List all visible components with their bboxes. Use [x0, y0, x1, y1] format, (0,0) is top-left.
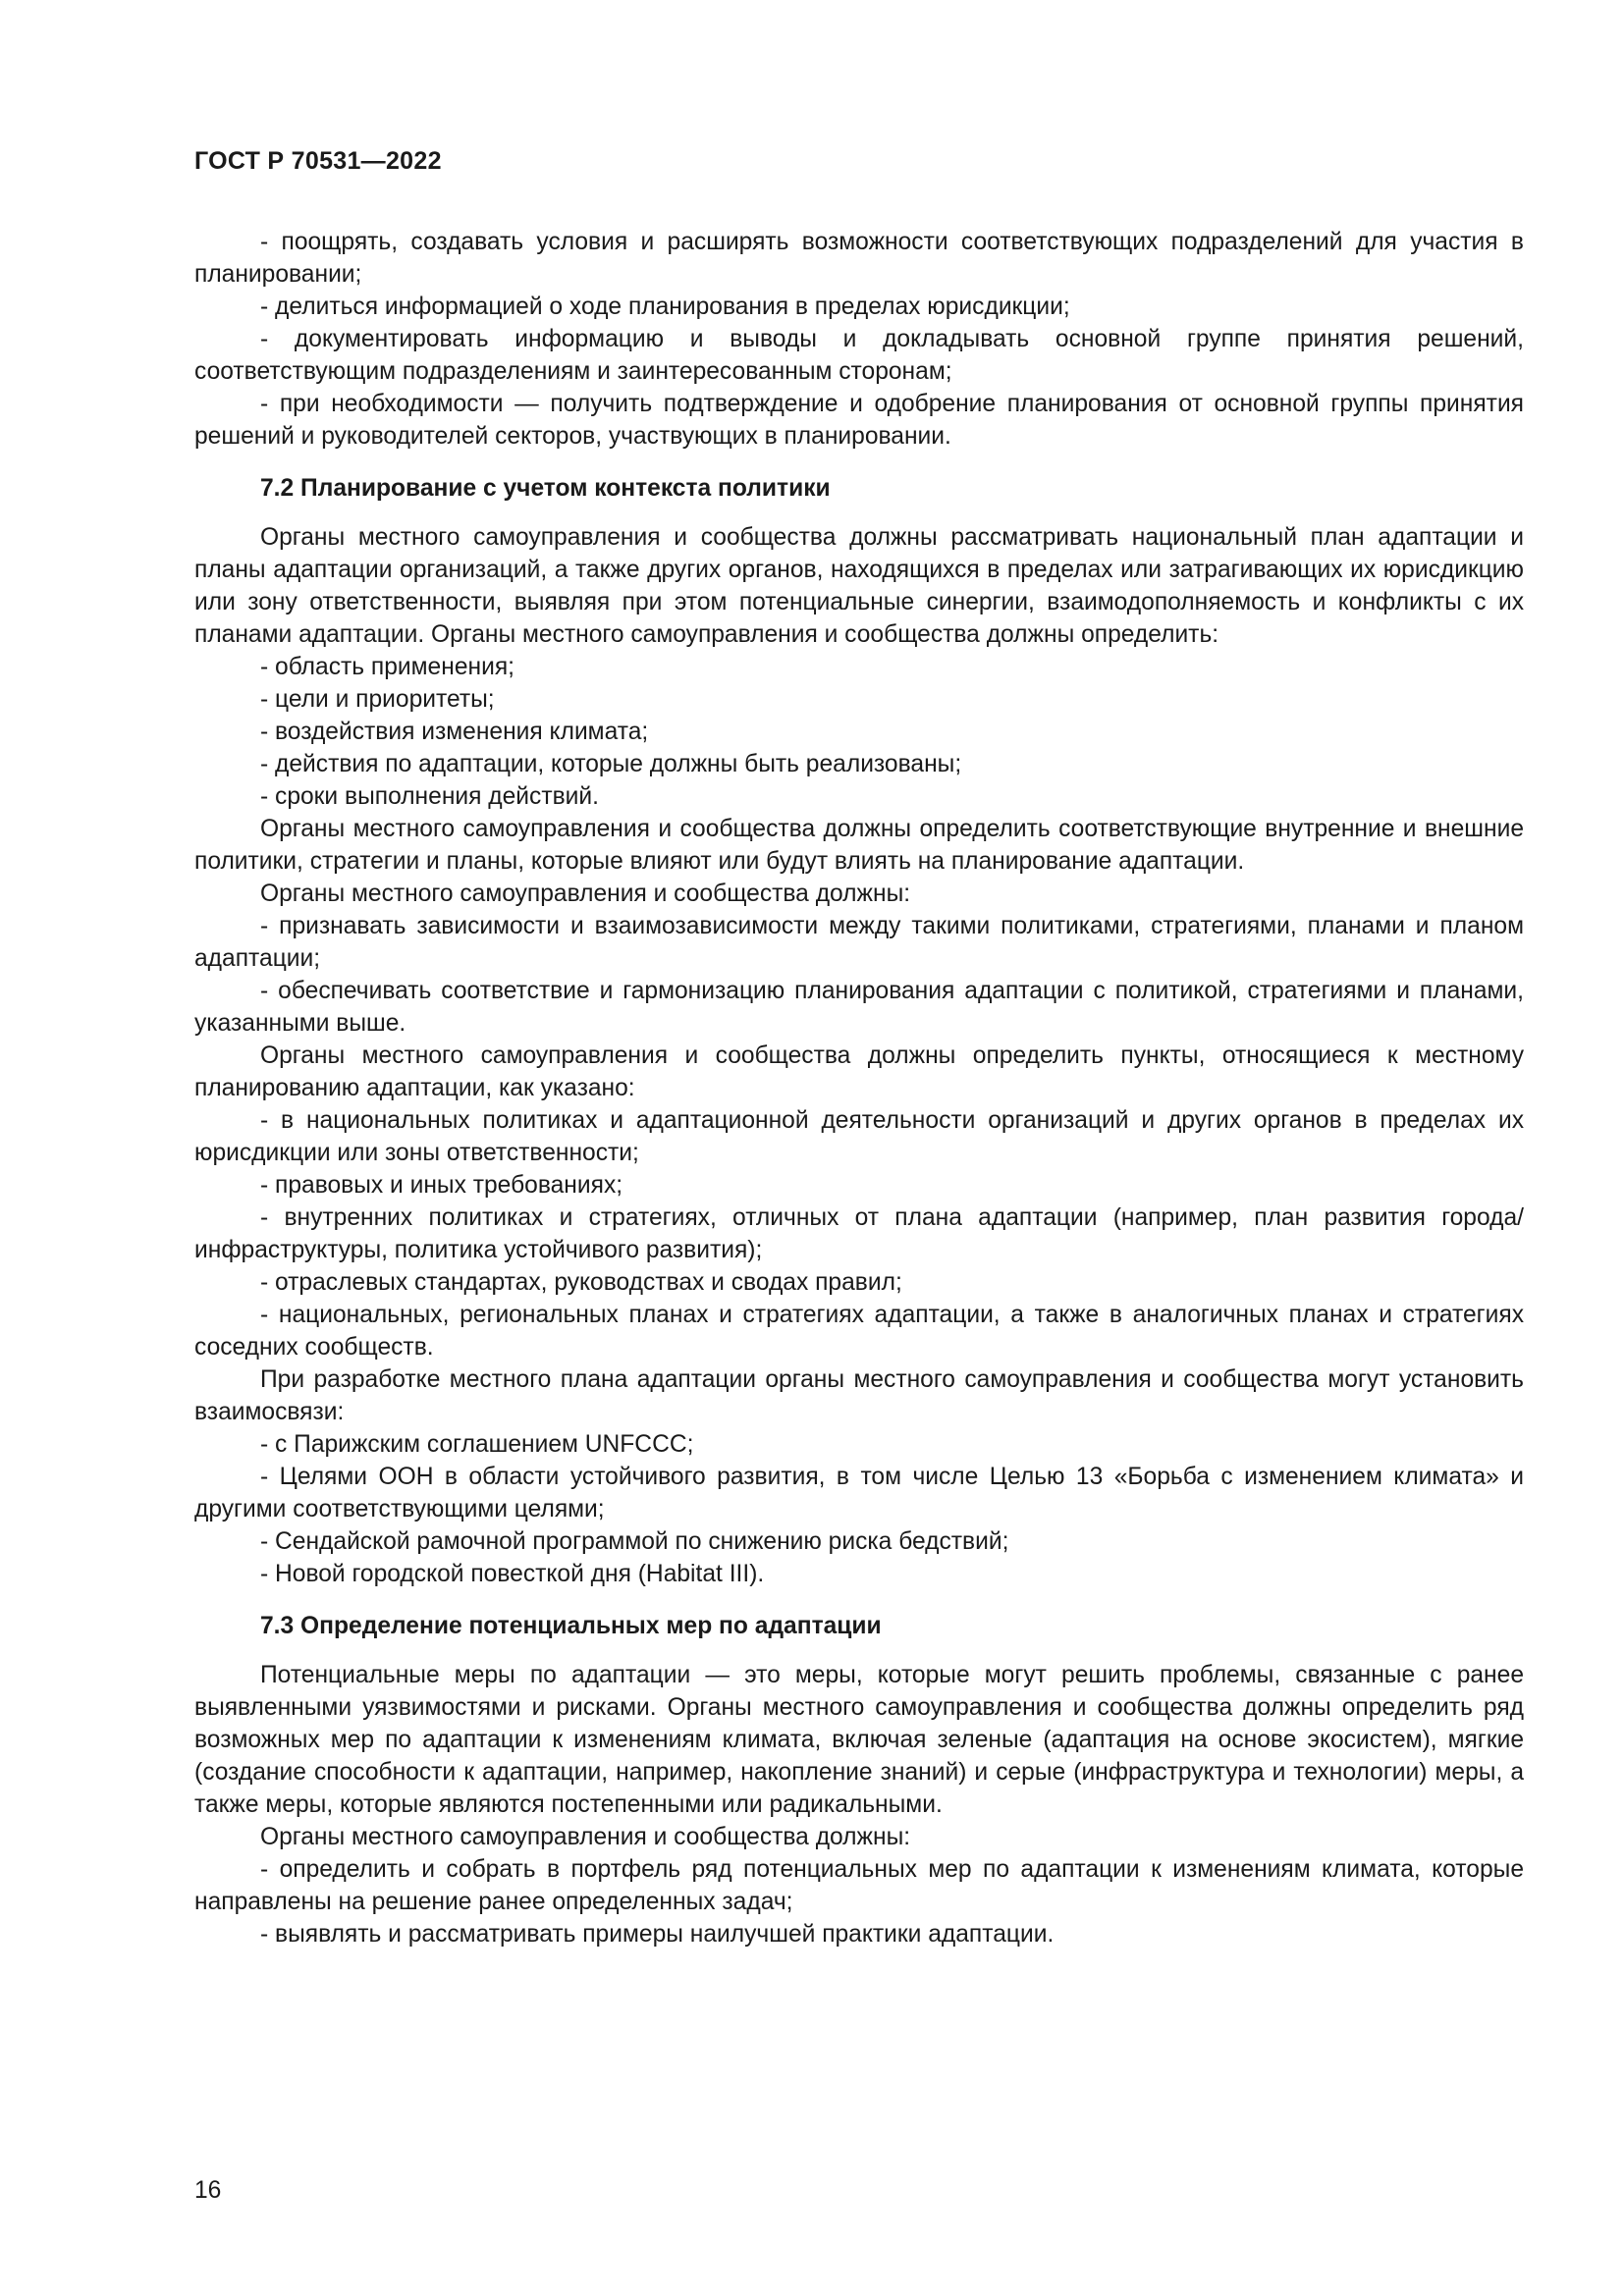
- list-item: - воздействия изменения климата;: [260, 719, 649, 745]
- list-item: - правовых и иных требованиях;: [260, 1172, 623, 1199]
- list-item: - цели и приоритеты;: [260, 686, 495, 713]
- list-item: - с Парижским соглашением UNFCCC;: [260, 1431, 694, 1458]
- list-item: - признавать зависимости и взаимозависимости между такими политиками, стратегиями, планами и планом адаптации;: [194, 913, 1524, 972]
- list-item: - национальных, региональных планах и стратегиях адаптации, а также в аналогичных планах и стратегиях соседних сообществ.: [194, 1302, 1524, 1361]
- list-item: - обеспечивать соответствие и гармонизацию планирования адаптации с политикой, стратегиями и планами, указанными выше.: [194, 978, 1524, 1037]
- list-item: - Новой городской повесткой дня (Habitat III).: [260, 1561, 765, 1587]
- page-number: 16: [194, 2177, 222, 2204]
- list-item: - определить и собрать в портфель ряд потенциальных мер по адаптации к изменениям климата, которые направлены на решение ранее определенных задач;: [194, 1856, 1524, 1915]
- paragraph: Органы местного самоуправления и сообщества должны:: [260, 1824, 911, 1850]
- paragraph: Потенциальные меры по адаптации — это меры, которые могут решить проблемы, связанные с ранее выявленными уязвимостями и рисками. Органы местного самоуправления и сообщества должны определить ряд возможных мер по адаптации к изменениям климата, включая зеленые (адаптация на основе экосистем), мягкие (создание способности к адаптации, например, накопление знаний) и серые (инфраструктура и технологии) меры, а также меры, которые являются постепенными или радикальными.: [194, 1662, 1524, 1818]
- list-item: - поощрять, создавать условия и расширять возможности соответствующих подразделений для участия в планировании;: [194, 229, 1524, 288]
- document-code-header: ГОСТ Р 70531—2022: [194, 147, 442, 175]
- paragraph: Органы местного самоуправления и сообщества должны определить пункты, относящиеся к местному планированию адаптации, как указано:: [194, 1042, 1524, 1101]
- page-content: [194, 226, 1524, 1950]
- list-item: - делиться информацией о ходе планирования в пределах юрисдикции;: [260, 294, 1070, 320]
- list-item: - внутренних политиках и стратегиях, отличных от плана адаптации (например, план развития города/инфраструктуры, политика устойчивого развития);: [194, 1204, 1524, 1263]
- list-item: - документировать информацию и выводы и докладывать основной группе принятия решений, соответствующим подразделениям и заинтересованным сторонам;: [194, 326, 1524, 385]
- list-item: - выявлять и рассматривать примеры наилучшей практики адаптации.: [260, 1921, 1055, 1948]
- paragraph: Органы местного самоуправления и сообщества должны:: [260, 881, 911, 907]
- paragraph: При разработке местного плана адаптации органы местного самоуправления и сообщества могут установить взаимосвязи:: [194, 1366, 1524, 1425]
- section-heading-7-3: 7.3 Определение потенциальных мер по адаптации: [260, 1613, 882, 1639]
- paragraph: Органы местного самоуправления и сообщества должны определить соответствующие внутренние и внешние политики, стратегии и планы, которые влияют или будут влиять на планирование адаптации.: [194, 816, 1524, 875]
- list-item: - Сендайской рамочной программой по снижению риска бедствий;: [260, 1528, 1009, 1555]
- list-item: - действия по адаптации, которые должны быть реализованы;: [260, 751, 962, 777]
- section-heading-7-2: 7.2 Планирование с учетом контекста политики: [260, 475, 831, 502]
- list-item: - область применения;: [260, 654, 514, 680]
- list-item: - в национальных политиках и адаптационной деятельности организаций и других органов в пределах их юрисдикции или зоны ответственности;: [194, 1107, 1524, 1166]
- list-item: - Целями ООН в области устойчивого развития, в том числе Целью 13 «Борьба с изменением климата» и другими соответствующими целями;: [194, 1464, 1524, 1522]
- list-item: - отраслевых стандартах, руководствах и сводах правил;: [260, 1269, 902, 1296]
- list-item: - сроки выполнения действий.: [260, 783, 599, 810]
- paragraph: Органы местного самоуправления и сообщества должны рассматривать национальный план адаптации и планы адаптации организаций, а также других органов, находящихся в пределах или затрагивающих их юрисдикцию или зону ответственности, выявляя при этом потенциальные синергии, взаимодополняемость и конфликты с их планами адаптации. Органы местного самоуправления и сообщества должны определить:: [194, 524, 1524, 648]
- list-item: - при необходимости — получить подтверждение и одобрение планирования от основной группы принятия решений и руководителей секторов, участвующих в планировании.: [194, 391, 1524, 450]
